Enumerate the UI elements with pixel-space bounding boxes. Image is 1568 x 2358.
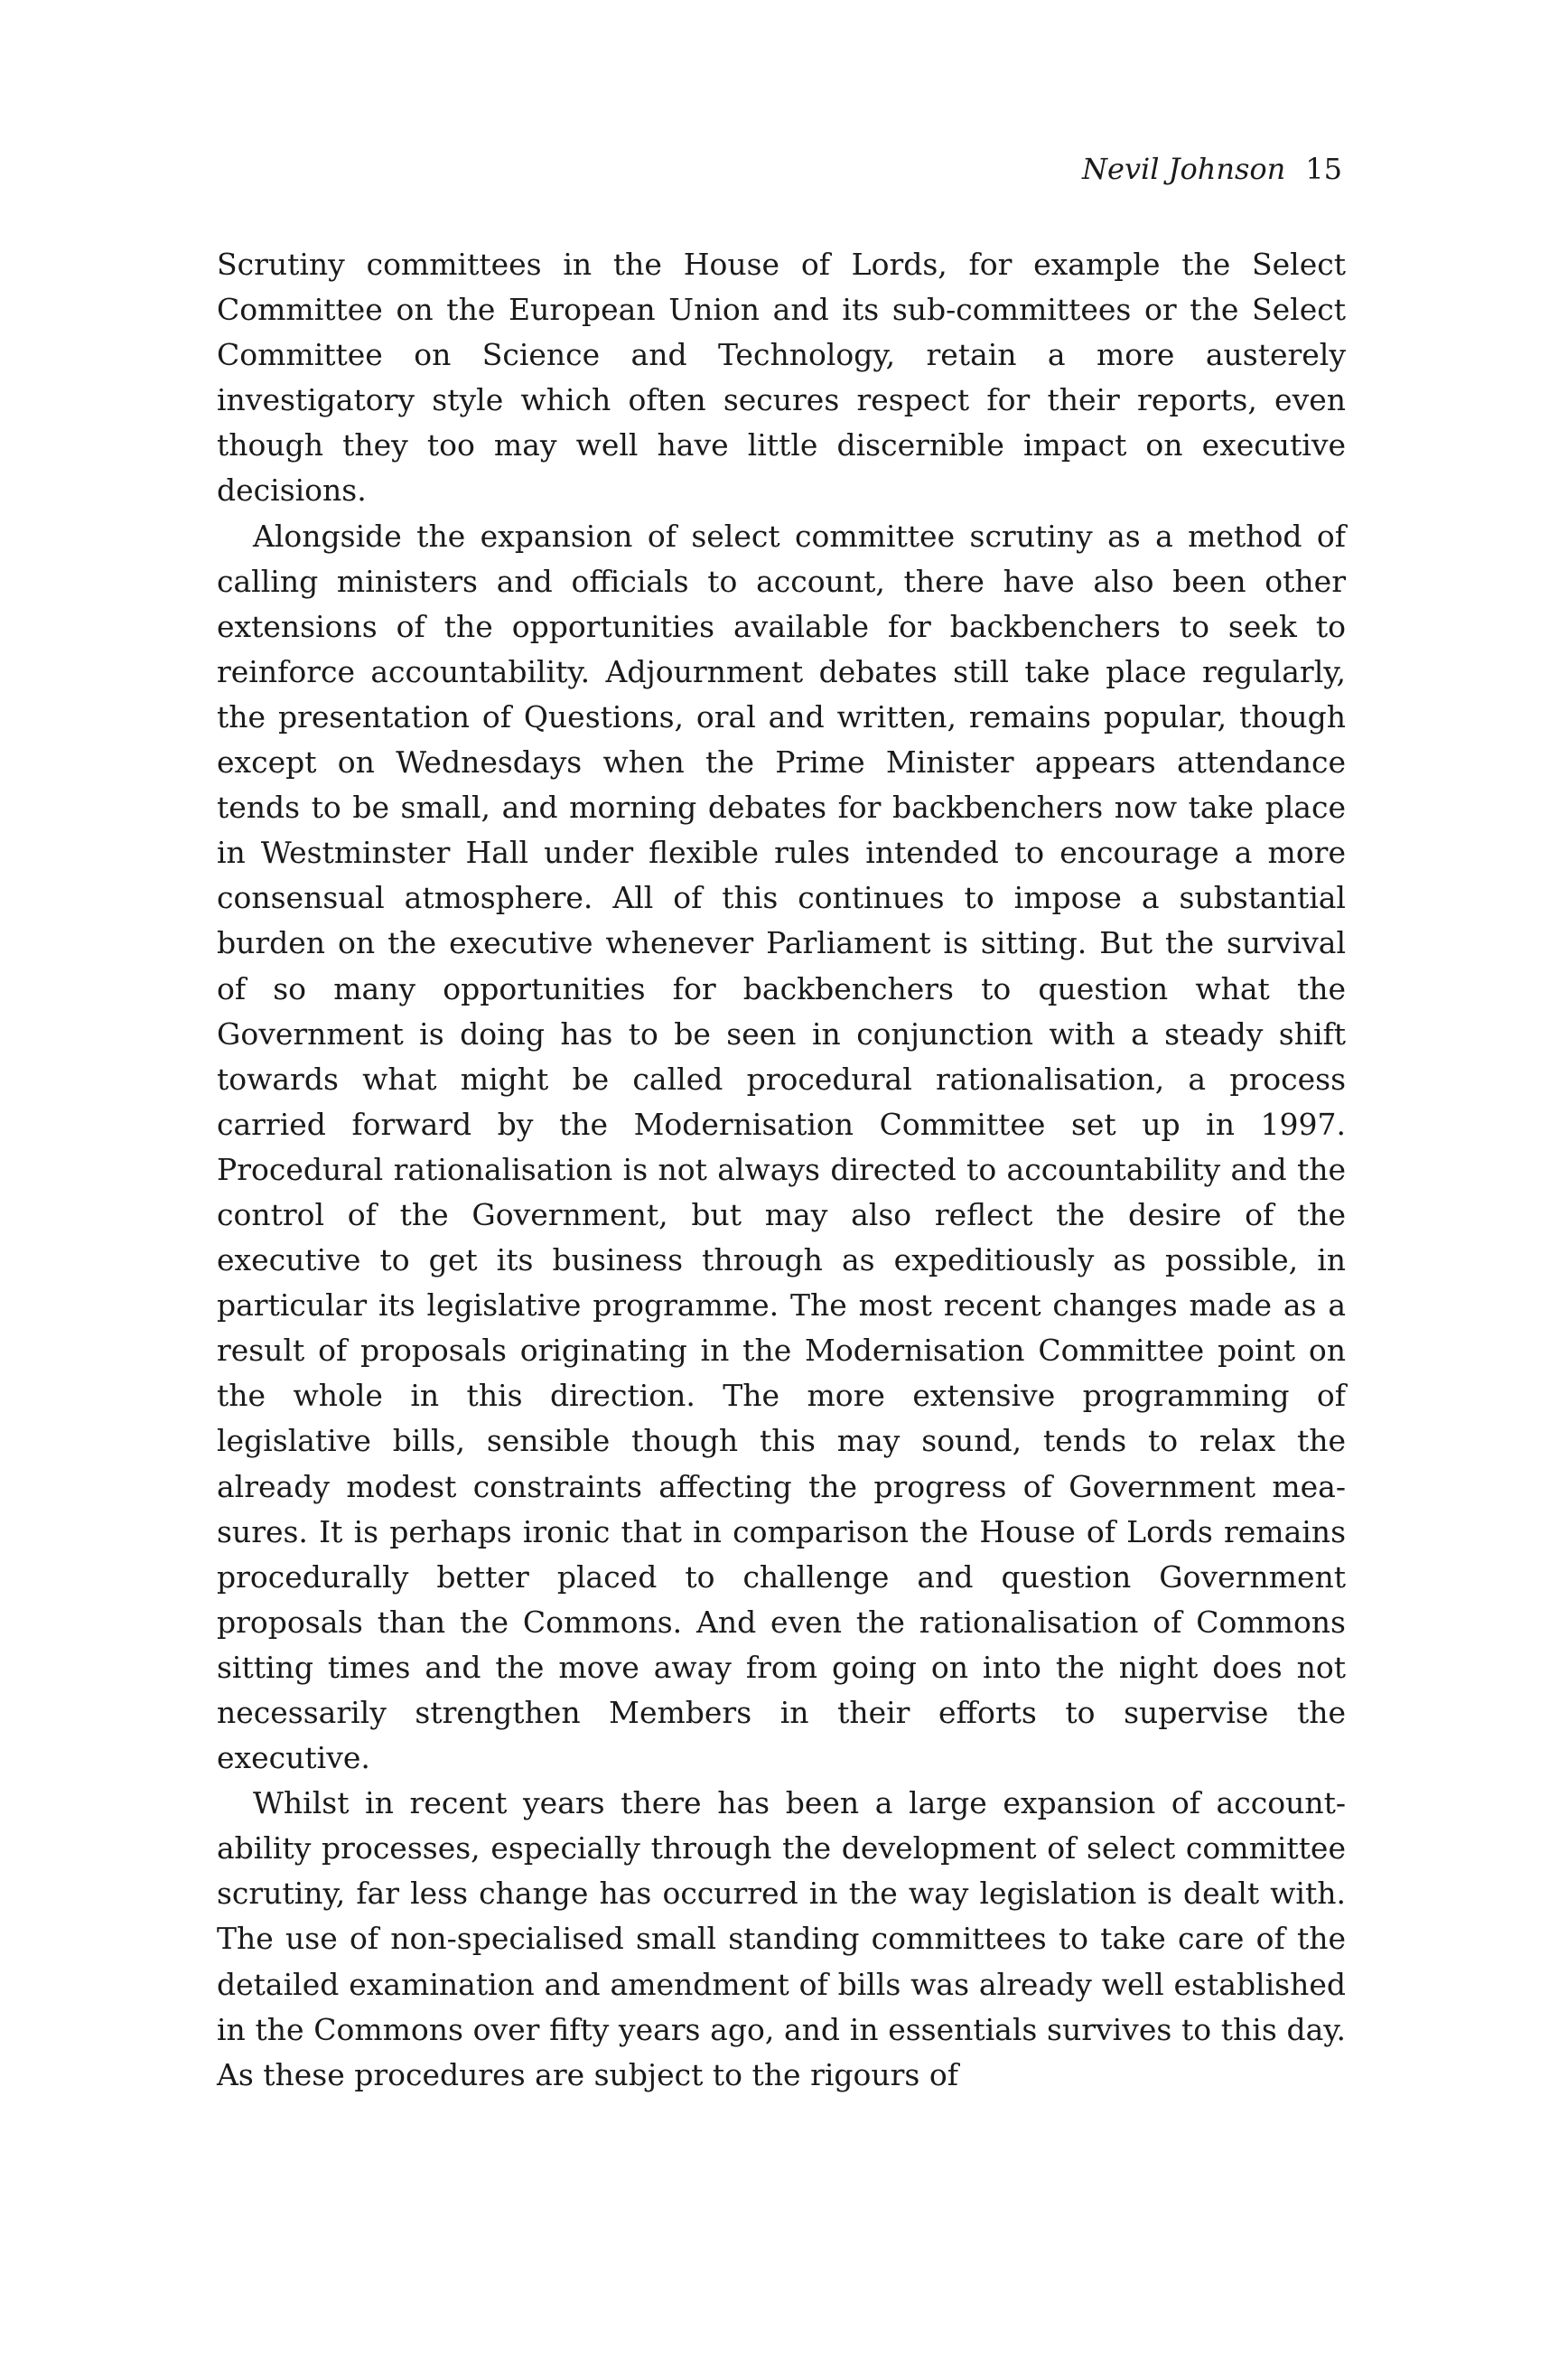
page-number: 15 (1305, 152, 1342, 186)
running-head (1082, 152, 1342, 186)
paragraph-2: Alongside the expansion of select committee scrutiny as a method of calling ministers and officials to account, there have also been other extensions of the opportunities available for backbenchers to seek to reinforce accountability. Adjournment debates still take place regularly, the presentation of Questions, oral and written, remains popular, though except on Wednesdays when the Prime Minister appears attendance tends to be small, and morning debates for backbenchers now take place in Westminster Hall under flexible rules intended to encourage a more consensual atmosphere. All of this continues to impose a substantial burden on the executive whenever Parliament is sitting. But the survival of so many opportunities for backbenchers to question what the Government is doing has to be seen in conjunction with a steady shift towards what might be called procedural rationalisation, a process carried forward by the Modernisation Committee set up in 1997. Procedural rationalisation is not always directed to accountability and the control of the Government, but may also reflect the desire of the executive to get its business through as expeditiously as possible, in particular its legislative programme. The most recent changes made as a result of proposals originating in the Modernisation Committee point on the whole in this direction. The more extensive programming of legislative bills, sensible though this may sound, tends to relax the already modest constraints affecting the progress of Government measures. It is perhaps ironic that in comparison the House of Lords remains procedurally better placed to challenge and question Government proposals than the Commons. And even the rationalisation of Commons sitting times and the move away from going on into the night does not necessarily strengthen Members in their efforts to supervise the executive. (217, 518, 1346, 1776)
paragraph-3: Whilst in recent years there has been a large expansion of accountability processes, especially through the development of select committee scrutiny, far less change has occurred in the way legislation is dealt with. The use of non-specialised small standing committees to take care of the detailed examination and amendment of bills was already well established in the Commons over fifty years ago, and in essentials survives to this day. As these procedures are subject to the rigours of (217, 1785, 1346, 2092)
paragraph-1: Scrutiny committees in the House of Lords, for example the Select Committee on the European Union and its sub-committees or the Select Committee on Science and Technology, retain a more austerely investigatory style which often secures respect for their reports, even though they too may well have little discernible impact on executive decisions. (217, 247, 1346, 509)
body-text (217, 242, 1346, 2098)
running-head-author: Nevil Johnson (1082, 152, 1286, 186)
